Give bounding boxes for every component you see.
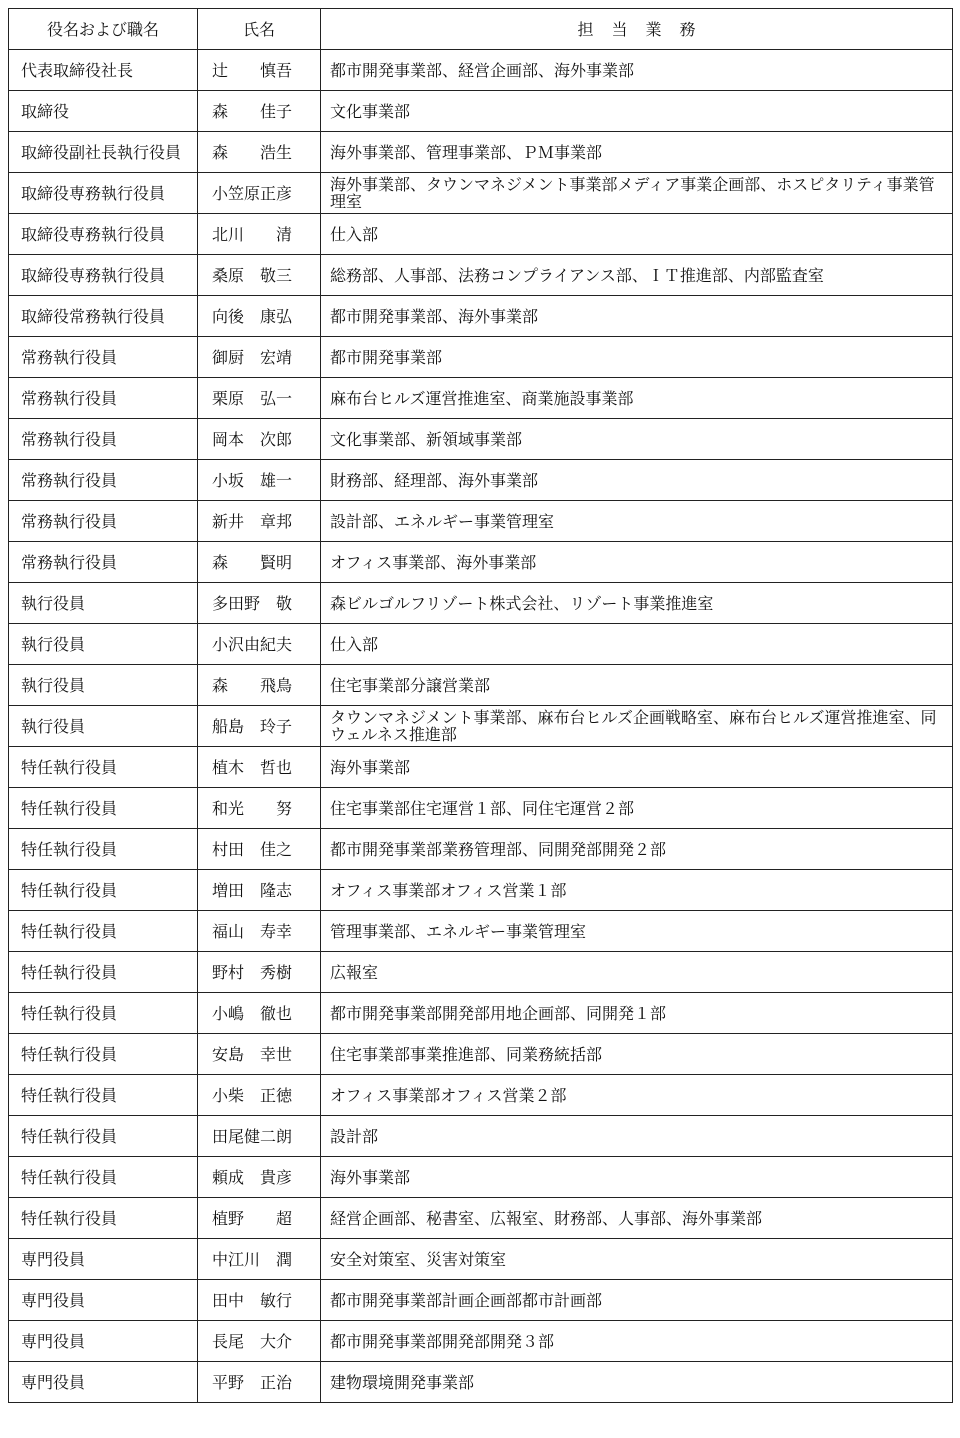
officer-duty-cell: 森ビルゴルフリゾート株式会社、リゾート事業推進室 (321, 583, 953, 624)
officer-name-cell: 小笠原正彦 (198, 173, 321, 214)
table-row (9, 255, 953, 296)
officer-role-cell: 専門役員 (9, 1321, 198, 1362)
officer-role-cell: 特任執行役員 (9, 829, 198, 870)
table-row (9, 1280, 953, 1321)
officer-duty-cell: 安全対策室、災害対策室 (321, 1239, 953, 1280)
officer-duty-cell: 建物環境開発事業部 (321, 1362, 953, 1403)
officer-duty-cell: 管理事業部、エネルギー事業管理室 (321, 911, 953, 952)
officer-name-cell: 増田 隆志 (198, 870, 321, 911)
officer-name-cell: 中江川 潤 (198, 1239, 321, 1280)
officer-role-cell: 常務執行役員 (9, 460, 198, 501)
table-row (9, 829, 953, 870)
officer-name-cell: 村田 佳之 (198, 829, 321, 870)
officer-name-cell: 岡本 次郎 (198, 419, 321, 460)
officer-duty-cell: 海外事業部、管理事業部、ＰＭ事業部 (321, 132, 953, 173)
table-row (9, 583, 953, 624)
table-row (9, 870, 953, 911)
officer-role-cell: 特任執行役員 (9, 870, 198, 911)
officer-role-cell: 執行役員 (9, 706, 198, 747)
officer-role-cell: 常務執行役員 (9, 542, 198, 583)
officer-duty-cell: タウンマネジメント事業部、麻布台ヒルズ企画戦略室、麻布台ヒルズ運営推進室、同ウェルネス推進部 (321, 706, 953, 747)
officer-role-cell: 取締役専務執行役員 (9, 173, 198, 214)
table-row (9, 952, 953, 993)
table-row (9, 1321, 953, 1362)
officer-name-cell: 森 浩生 (198, 132, 321, 173)
officer-name-cell: 長尾 大介 (198, 1321, 321, 1362)
officer-name-cell: 福山 寿幸 (198, 911, 321, 952)
officers-table (8, 8, 953, 1403)
officer-name-cell: 植木 哲也 (198, 747, 321, 788)
table-row (9, 91, 953, 132)
officer-name-cell: 小坂 雄一 (198, 460, 321, 501)
officer-name-cell: 栗原 弘一 (198, 378, 321, 419)
officer-duty-cell: 都市開発事業部開発部用地企画部、同開発１部 (321, 993, 953, 1034)
officer-role-cell: 執行役員 (9, 624, 198, 665)
table-row (9, 1034, 953, 1075)
officer-duty-cell: 住宅事業部事業推進部、同業務統括部 (321, 1034, 953, 1075)
officer-duty-cell: 文化事業部、新領域事業部 (321, 419, 953, 460)
officer-role-cell: 常務執行役員 (9, 419, 198, 460)
officer-duty-cell: オフィス事業部、海外事業部 (321, 542, 953, 583)
officer-duty-cell: 住宅事業部住宅運営１部、同住宅運営２部 (321, 788, 953, 829)
officer-name-cell: 辻 慎吾 (198, 50, 321, 91)
table-row (9, 501, 953, 542)
officer-duty-cell: 都市開発事業部計画企画部都市計画部 (321, 1280, 953, 1321)
officer-role-cell: 特任執行役員 (9, 993, 198, 1034)
officer-name-cell: 植野 超 (198, 1198, 321, 1239)
table-row (9, 296, 953, 337)
officer-role-cell: 執行役員 (9, 583, 198, 624)
officer-role-cell: 取締役専務執行役員 (9, 214, 198, 255)
table-row (9, 337, 953, 378)
table-row (9, 788, 953, 829)
officer-role-cell: 特任執行役員 (9, 1075, 198, 1116)
table-row (9, 1198, 953, 1239)
officer-name-cell: 森 佳子 (198, 91, 321, 132)
officer-duty-cell: 設計部、エネルギー事業管理室 (321, 501, 953, 542)
officer-duty-cell: 総務部、人事部、法務コンプライアンス部、ＩＴ推進部、内部監査室 (321, 255, 953, 296)
table-row (9, 911, 953, 952)
officer-name-cell: 田中 敏行 (198, 1280, 321, 1321)
officer-duty-cell: 海外事業部 (321, 1157, 953, 1198)
officer-duty-cell: 住宅事業部分譲営業部 (321, 665, 953, 706)
table-row (9, 993, 953, 1034)
officer-duty-cell: 広報室 (321, 952, 953, 993)
header-duty: 担当業務 (321, 9, 953, 50)
officer-role-cell: 取締役常務執行役員 (9, 296, 198, 337)
table-row (9, 1362, 953, 1403)
table-row (9, 706, 953, 747)
officer-name-cell: 小沢由紀夫 (198, 624, 321, 665)
officer-name-cell: 和光 努 (198, 788, 321, 829)
table-row (9, 747, 953, 788)
officer-duty-cell: 文化事業部 (321, 91, 953, 132)
officer-role-cell: 取締役専務執行役員 (9, 255, 198, 296)
officer-name-cell: 北川 清 (198, 214, 321, 255)
officer-name-cell: 平野 正治 (198, 1362, 321, 1403)
officer-name-cell: 野村 秀樹 (198, 952, 321, 993)
officer-name-cell: 頼成 貴彦 (198, 1157, 321, 1198)
officer-duty-cell: 仕入部 (321, 214, 953, 255)
officer-name-cell: 新井 章邦 (198, 501, 321, 542)
officer-role-cell: 専門役員 (9, 1362, 198, 1403)
officer-duty-cell: 仕入部 (321, 624, 953, 665)
officer-name-cell: 多田野 敬 (198, 583, 321, 624)
officer-name-cell: 小嶋 徹也 (198, 993, 321, 1034)
officer-role-cell: 特任執行役員 (9, 788, 198, 829)
table-row (9, 665, 953, 706)
officer-name-cell: 森 飛鳥 (198, 665, 321, 706)
table-row (9, 1116, 953, 1157)
officer-name-cell: 田尾健二朗 (198, 1116, 321, 1157)
officer-role-cell: 特任執行役員 (9, 952, 198, 993)
officer-duty-cell: 経営企画部、秘書室、広報室、財務部、人事部、海外事業部 (321, 1198, 953, 1239)
officer-duty-cell: 都市開発事業部、経営企画部、海外事業部 (321, 50, 953, 91)
officer-duty-cell: 都市開発事業部、海外事業部 (321, 296, 953, 337)
officer-name-cell: 御厨 宏靖 (198, 337, 321, 378)
table-row (9, 378, 953, 419)
table-row (9, 624, 953, 665)
officer-role-cell: 特任執行役員 (9, 1116, 198, 1157)
officer-role-cell: 特任執行役員 (9, 1034, 198, 1075)
header-role: 役名および職名 (9, 9, 198, 50)
table-row (9, 1239, 953, 1280)
officer-role-cell: 取締役 (9, 91, 198, 132)
table-row (9, 214, 953, 255)
header-name: 氏名 (198, 9, 321, 50)
table-row (9, 460, 953, 501)
table-row (9, 1157, 953, 1198)
officer-role-cell: 執行役員 (9, 665, 198, 706)
officer-duty-cell: 都市開発事業部開発部開発３部 (321, 1321, 953, 1362)
table-row (9, 419, 953, 460)
officer-duty-cell: オフィス事業部オフィス営業１部 (321, 870, 953, 911)
officer-duty-cell: 海外事業部、タウンマネジメント事業部メディア事業企画部、ホスピタリティ事業管理室 (321, 173, 953, 214)
officer-role-cell: 常務執行役員 (9, 501, 198, 542)
table-row (9, 173, 953, 214)
table-row (9, 50, 953, 91)
officer-role-cell: 特任執行役員 (9, 1157, 198, 1198)
officer-role-cell: 特任執行役員 (9, 747, 198, 788)
officer-role-cell: 常務執行役員 (9, 337, 198, 378)
officer-duty-cell: 海外事業部 (321, 747, 953, 788)
table-row (9, 542, 953, 583)
officer-name-cell: 安島 幸世 (198, 1034, 321, 1075)
officer-role-cell: 特任執行役員 (9, 911, 198, 952)
table-row (9, 1075, 953, 1116)
officer-role-cell: 専門役員 (9, 1280, 198, 1321)
table-header-row (9, 9, 953, 50)
table-row (9, 132, 953, 173)
officer-duty-cell: 都市開発事業部 (321, 337, 953, 378)
officer-duty-cell: オフィス事業部オフィス営業２部 (321, 1075, 953, 1116)
officer-name-cell: 森 賢明 (198, 542, 321, 583)
officer-duty-cell: 都市開発事業部業務管理部、同開発部開発２部 (321, 829, 953, 870)
officer-role-cell: 特任執行役員 (9, 1198, 198, 1239)
officer-name-cell: 小柴 正徳 (198, 1075, 321, 1116)
officer-duty-cell: 設計部 (321, 1116, 953, 1157)
officer-name-cell: 桑原 敬三 (198, 255, 321, 296)
officer-name-cell: 船島 玲子 (198, 706, 321, 747)
officer-name-cell: 向後 康弘 (198, 296, 321, 337)
officer-role-cell: 専門役員 (9, 1239, 198, 1280)
officer-duty-cell: 麻布台ヒルズ運営推進室、商業施設事業部 (321, 378, 953, 419)
table-body (9, 50, 953, 1403)
officer-role-cell: 取締役副社長執行役員 (9, 132, 198, 173)
officer-role-cell: 常務執行役員 (9, 378, 198, 419)
officer-duty-cell: 財務部、経理部、海外事業部 (321, 460, 953, 501)
officer-role-cell: 代表取締役社長 (9, 50, 198, 91)
